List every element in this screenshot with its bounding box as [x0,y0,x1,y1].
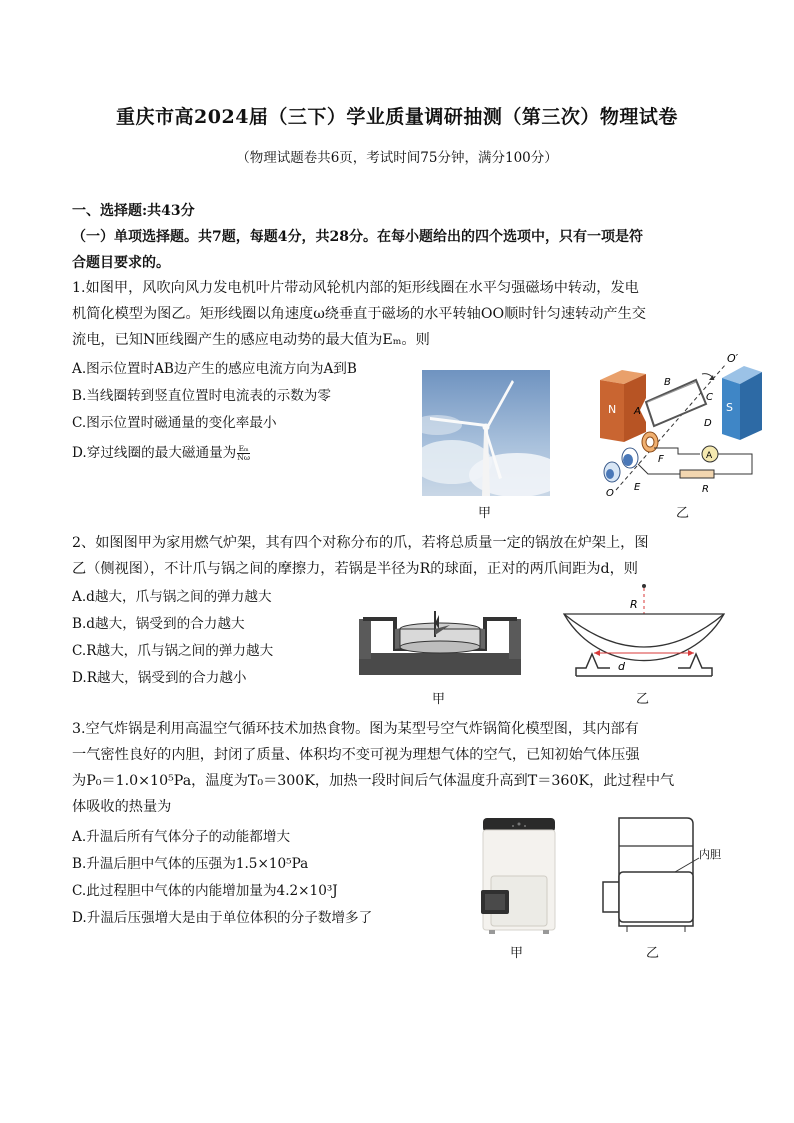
brush-e-label: E [634,482,641,493]
inner-liner-label: 内胆 [699,848,721,861]
coil-d-label: D [704,418,712,429]
q3-option-b: B.升温后胆中气体的压强为1.5×10⁵Pa [72,856,309,872]
q2-stem-line1: 2、如图图甲为家用燃气炉架，其有四个对称分布的爪，若将总质量一定的锅放在炉架上，图 [72,535,649,551]
q1-stem-line1: 1.如图甲，风吹向风力发电机叶片带动风轮机内部的矩形线圈在水平匀强磁场中转动，发电 [72,280,639,296]
q1-stem-line3: 流电，已知N匝线圈产生的感应电动势的最大值为Eₘ。则 [72,332,430,348]
resistor-r-label: R [702,484,709,495]
q2-caption-a: 甲 [432,692,446,707]
gas-stove-diagram [355,605,525,680]
coil-b-label: B [664,377,671,388]
q1-option-d [72,441,250,462]
q3-option-d: D.升温后压强增大是由于单位体积的分子数增多了 [72,910,373,926]
generator-diagram [588,350,778,510]
radius-r-label: R [630,598,638,611]
q3-caption-b: 乙 [646,946,660,961]
coil-a-label: A [634,406,641,417]
magnet-s-label: S [726,401,733,414]
coil-c-label: C [706,392,713,403]
pot-side-view-diagram [558,580,728,680]
q3-option-c: C.此过程胆中气体的内能增加量为4.2×10³J [72,883,338,899]
q1-option-d-fraction [237,445,250,462]
q1-caption-b: 乙 [676,506,690,521]
section-heading: 一、选择题:共43分 [72,203,195,219]
wind-turbine-photo [422,370,550,496]
q1-stem-line2: 机简化模型为图乙。矩形线圈以角速度ω绕垂直于磁场的水平转轴OO顺时针匀速转动产生交 [72,306,646,322]
q2-option-a: A.d越大，爪与锅之间的弹力越大 [72,589,272,605]
ammeter-label: A [706,451,713,461]
q1-option-a: A.图示位置时AB边产生的感应电流方向为A到B [72,361,357,377]
q3-option-a: A.升温后所有气体分子的动能都增大 [72,829,291,845]
q2-option-c: C.R越大，爪与锅之间的弹力越大 [72,643,274,659]
axis-o-label: O [606,488,614,499]
magnet-n-label: N [608,403,617,416]
q2-stem-line2: 乙（侧视图），不计爪与锅之间的摩擦力，若锅是半径为R的球面，正对的两爪间距为d，则 [72,561,638,577]
q1-caption-a: 甲 [478,506,492,521]
q1-option-d-text: D.穿过线圈的最大磁通量为 [72,445,237,461]
air-fryer-model-diagram [595,816,735,936]
q3-stem-line3: 为P₀＝1.0×10⁵Pa，温度为T₀＝300K，加热一段时间后气体温度升高到T＝360K，此过程中气 [72,773,675,789]
q3-caption-a: 甲 [510,946,524,961]
air-fryer-photo [475,818,563,936]
brush-f-label: F [658,454,664,465]
axis-oprime-label: O′ [727,352,739,365]
section-instruction-line2: 合题目要求的。 [72,255,170,271]
q3-stem-line4: 体吸收的热量为 [72,799,172,815]
q3-stem-line1: 3.空气炸锅是利用高温空气循环技术加热食物。图为某型号空气炸锅简化模型图，其内部有 [72,721,639,737]
distance-d-label: d [618,660,625,673]
fraction-numerator: Eₘ [238,444,249,453]
q2-caption-b: 乙 [636,692,650,707]
page-title: 重庆市高2024届（三下）学业质量调研抽测（第三次）物理试卷 [116,106,678,128]
fraction-denominator: Nω [237,453,250,462]
q1-option-c: C.图示位置时磁通量的变化率最小 [72,415,277,431]
q2-option-b: B.d越大，锅受到的合力越大 [72,616,245,632]
q1-option-b: B.当线圈转到竖直位置时电流表的示数为零 [72,388,331,404]
q3-stem-line2: 一气密性良好的内胆，封闭了质量、体积均不变可视为理想气体的空气，已知初始气体压强 [72,747,640,763]
section-instruction-line1: （一）单项选择题。共7题，每题4分，共28分。在每小题给出的四个选项中，只有一项是符 [72,229,643,245]
q2-option-d: D.R越大，锅受到的合力越小 [72,670,247,686]
page-subtitle: （物理试题卷共6页，考试时间75分钟，满分100分） [236,150,558,166]
